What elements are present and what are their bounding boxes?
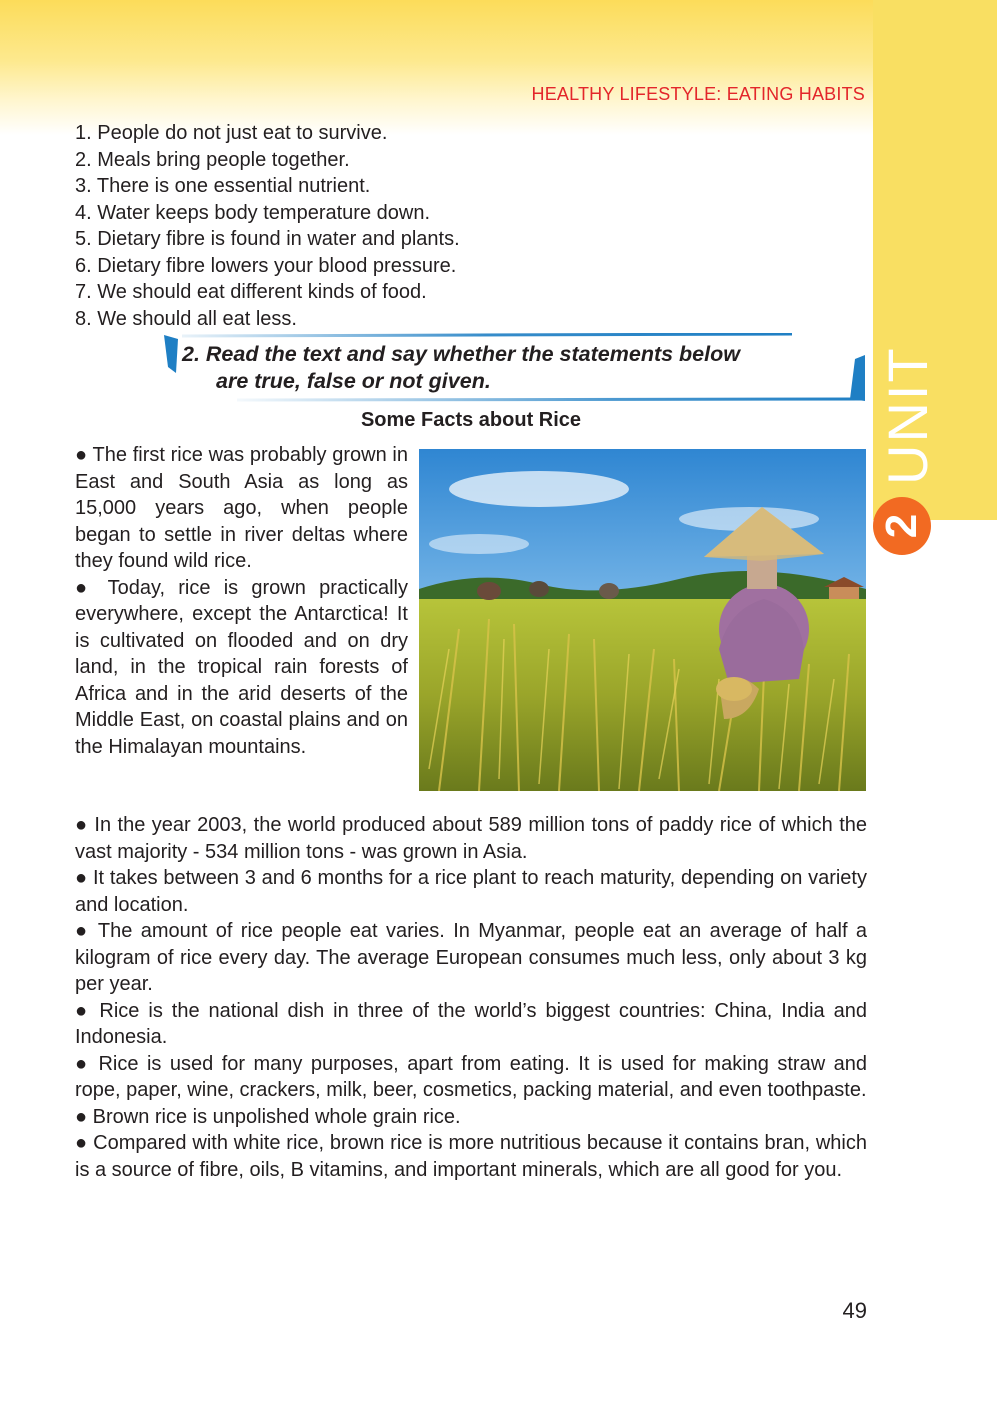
article-paragraph: ● The first rice was probably grown in East and South Asia as long as 15,000 years ago, when people began to settle in river deltas where they found wild rice. bbox=[75, 444, 408, 572]
rice-harvest-icon bbox=[419, 449, 866, 791]
article-paragraph: ● Brown rice is unpolished whole grain rice. bbox=[75, 1105, 461, 1128]
article-title: Some Facts about Rice bbox=[360, 409, 582, 431]
statement-item: 7. We should eat different kinds of food. bbox=[75, 281, 427, 303]
statement-list bbox=[75, 120, 460, 332]
statement-item: 3. There is one essential nutrient. bbox=[75, 175, 371, 197]
statement-item: 8. We should all eat less. bbox=[75, 307, 297, 330]
article-paragraph: ● Rice is used for many purposes, apart from eating. It is used for making straw and rope, paper, wine, crackers, milk, beer, cosmetics, packing material, and even toothpaste. bbox=[75, 1052, 867, 1101]
statement-item: 1. People do not just eat to survive. bbox=[75, 122, 388, 144]
rice-field-photo bbox=[419, 449, 866, 791]
article-paragraph: ● Today, rice is grown practically everywhere, except the Antarctica! It is cultivated on flooded and on dry land, in the tropical rain forests of Africa and in the arid deserts of the Middle East, on coastal plains and on the Himalayan mountains. bbox=[75, 576, 408, 758]
section-title: HEALTHY LIFESTYLE: EATING HABITS bbox=[531, 84, 865, 104]
article-column-text bbox=[75, 442, 408, 760]
article-body bbox=[75, 812, 867, 1183]
task-instruction-box bbox=[162, 333, 867, 403]
statement-item: 5. Dietary fibre is found in water and plants. bbox=[75, 228, 460, 250]
page-number: 49 bbox=[842, 1298, 867, 1323]
task-line-2: are true, false or not given. bbox=[216, 369, 491, 393]
statement-item: 4. Water keeps body temperature down. bbox=[75, 201, 430, 224]
statement-item: 6. Dietary fibre lowers your blood pressure. bbox=[75, 254, 457, 277]
article-paragraph: ● In the year 2003, the world produced about 589 million tons of paddy rice of which the vast majority - 534 million tons - was grown in Asia. bbox=[75, 814, 867, 863]
top-color-band bbox=[0, 0, 873, 135]
article-paragraph: ● It takes between 3 and 6 months for a rice plant to reach maturity, depending on variety and location. bbox=[75, 867, 867, 916]
unit-label: UNIT bbox=[876, 346, 939, 485]
task-line-1: 2. Read the text and say whether the statements below bbox=[182, 342, 740, 366]
unit-number-badge: 2 bbox=[873, 497, 931, 555]
article-paragraph: ● The amount of rice people eat varies. In Myanmar, people eat an average of half a kilogram of rice every day. The average European consumes much less, only about 3 kg per year. bbox=[75, 920, 867, 995]
article-paragraph: ● Rice is the national dish in three of the world’s biggest countries: China, India and Indonesia. bbox=[75, 999, 867, 1048]
statement-item: 2. Meals bring people together. bbox=[75, 148, 350, 171]
task-instruction bbox=[182, 341, 852, 395]
article-paragraph: ● Compared with white rice, brown rice is more nutritious because it contains bran, which is a source of fibre, oils, B vitamins, and important minerals, which are all good for you. bbox=[75, 1132, 867, 1181]
